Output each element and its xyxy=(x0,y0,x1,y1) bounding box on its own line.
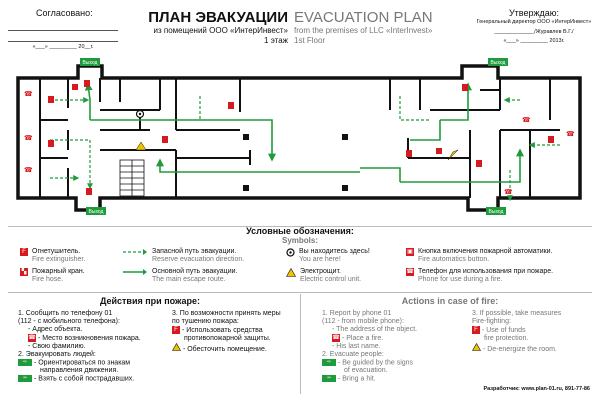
ru-step3e: - Обесточить помещение. xyxy=(182,345,267,353)
exit-sign-bottom-right xyxy=(486,207,506,215)
en-step1e: - His last name. xyxy=(332,342,381,350)
approved-block xyxy=(8,8,118,51)
ru-step3d: противопожарной защиты. xyxy=(184,334,271,342)
en-step3e-row xyxy=(472,343,596,354)
en-step3b: Fire-fighting: xyxy=(472,318,511,325)
approve-position: Генеральный директор ООО «ИнтерИнвест» xyxy=(476,19,592,25)
phone-icon: ☎ xyxy=(28,334,36,341)
en-step3e: - De-energize the room. xyxy=(482,345,557,353)
columns xyxy=(243,134,348,191)
phone-icon: ☎ xyxy=(406,268,414,275)
main-route-icon xyxy=(122,268,148,276)
extinguisher-icon: F xyxy=(20,248,28,256)
en-step2a: - Be guided by the signs xyxy=(337,359,414,367)
legend-title-ru: Условные обозначения: xyxy=(246,226,354,236)
en-step2a-row xyxy=(322,359,472,367)
phone-icon: ☎ xyxy=(332,334,340,341)
reserve-route-icon xyxy=(122,248,148,256)
exit-icon: ⇨ xyxy=(18,359,32,366)
legend-en: Fire hose. xyxy=(32,276,64,283)
en-step3: 3. If possible, take measures xyxy=(472,310,562,317)
ru-step1b: (112 - с мобильного телефона): xyxy=(18,318,120,325)
phone-icons xyxy=(24,90,575,196)
title-en-block xyxy=(294,10,464,46)
electric-icon xyxy=(172,343,181,351)
fire-hose-icon: ▚ xyxy=(21,269,27,275)
ru-step1d-row xyxy=(18,334,168,343)
phone-icon: ☎ xyxy=(522,116,531,124)
legend-en: Fire automatics button. xyxy=(418,256,490,263)
inner-walls xyxy=(40,78,560,198)
en-step1b: (112 - from mobile phone): xyxy=(322,318,404,325)
legend-ru: Вы находитесь здесь! xyxy=(299,248,370,255)
phone-icon: ☎ xyxy=(24,134,33,142)
en-step2: 2. Evacuate people: xyxy=(322,350,384,358)
approve-label: Утверждаю: xyxy=(508,8,560,18)
exit-door-icon: ⇦ xyxy=(322,375,336,382)
legend-ru: Электрощит. xyxy=(300,268,341,275)
subtitle-en: from the premises of LLC «InterInvest» xyxy=(294,26,433,35)
title-ru-block xyxy=(120,10,288,46)
ru-step1e: - Свою фамилию. xyxy=(28,342,86,350)
ru-step3b: по тушению пожара: xyxy=(172,318,239,325)
legend-item-main-route xyxy=(122,268,237,284)
floor-ru: 1 этаж xyxy=(264,36,288,45)
legend-en: Phone for use during a fire. xyxy=(418,276,503,283)
legend-item-fire-button xyxy=(406,248,553,264)
footer-developer: Разработчик: www.plan-01.ru, 891-77-86 xyxy=(483,386,590,392)
exit-sign-bottom-left xyxy=(86,207,106,215)
exit-sign-text: Выход xyxy=(88,209,104,215)
legend-ru: Кнопка включения пожарной автоматики. xyxy=(418,248,553,255)
actions-ru-col1 xyxy=(18,310,168,384)
en-step1c: - The address of the object. xyxy=(332,326,418,333)
legend-ru: Основной путь эвакуации. xyxy=(152,268,238,275)
en-step2b: of evacuation. xyxy=(344,367,388,375)
divider-vertical xyxy=(300,294,301,394)
ru-step3c: - Использовать средства xyxy=(181,326,263,334)
en-step1: 1. Report by phone 01 xyxy=(322,310,392,317)
en-step3c: - Use of funds xyxy=(481,326,526,334)
floor-en: 1st Floor xyxy=(294,36,326,45)
electric-icon xyxy=(472,343,481,351)
actions-en-title: Actions in case of fire: xyxy=(401,296,499,306)
title-en: EVACUATION PLAN xyxy=(294,9,433,26)
legend-en: Fire extinguisher. xyxy=(32,256,86,263)
legend-en: Electric control unit. xyxy=(300,276,362,283)
en-step1d: - Place a fire. xyxy=(341,334,384,342)
legend-ru: Огнетушитель. xyxy=(32,248,81,255)
legend-item-fire-hose xyxy=(20,268,85,284)
fire-button-icon: ▣ xyxy=(407,249,413,255)
exit-sign-text: Выход xyxy=(82,60,98,66)
ru-step2: 2. Эвакуировать людей: xyxy=(18,350,96,358)
phone-icon: ☎ xyxy=(504,188,513,196)
exit-sign-top-right xyxy=(488,58,508,66)
ru-step1d: - Место возникновения пожара. xyxy=(37,334,141,342)
ru-step2a: - Ориентироваться по знакам xyxy=(33,359,131,367)
walls xyxy=(18,66,580,210)
extinguisher-icon: F xyxy=(172,326,180,334)
you-are-here-icon xyxy=(286,248,295,257)
approve-name: _____________/Журавлев В.Г./ xyxy=(494,28,574,35)
actions-en-col2 xyxy=(472,310,596,354)
en-step3c-row xyxy=(472,326,596,335)
legend-en: The main escape route. xyxy=(152,276,226,283)
ru-step1: 1. Сообщить по телефону 01 xyxy=(18,310,113,317)
legend-title xyxy=(0,226,600,245)
main-escape-route xyxy=(88,84,520,182)
ru-step3c-row xyxy=(172,326,298,335)
legend-ru: Запасной путь эвакуации. xyxy=(152,248,237,255)
exit-sign-top-left xyxy=(80,58,100,66)
approved-sign-line xyxy=(8,20,118,31)
legend-ru: Телефон для использования при пожаре. xyxy=(418,268,554,275)
ru-step2a-row xyxy=(18,359,168,367)
legend-item-phone xyxy=(406,268,553,284)
legend-en: Reserve evacuation direction. xyxy=(152,256,245,263)
en-step3d: fire protection. xyxy=(484,334,529,342)
extinguisher-icon: F xyxy=(472,326,480,334)
legend-title-en: Symbols: xyxy=(281,236,318,245)
ru-step2c-row xyxy=(18,375,168,383)
approved-date: «___» _________ 20__г. xyxy=(32,44,94,50)
title-ru: ПЛАН ЭВАКУАЦИИ xyxy=(148,9,288,26)
phone-icon: ☎ xyxy=(566,130,575,138)
ru-step3e-row xyxy=(172,343,298,354)
subtitle-ru: из помещений ООО «ИнтерИнвест» xyxy=(153,26,288,35)
approved-sign-line-2 xyxy=(8,31,118,42)
you-are-here-marker xyxy=(137,111,144,118)
exit-icon: ⇨ xyxy=(322,359,336,366)
ru-step2b: направления движения. xyxy=(40,367,119,375)
legend-item-electric xyxy=(286,268,361,284)
exit-sign-text: Выход xyxy=(490,60,506,66)
actions-ru-title: Действия при пожаре: xyxy=(99,296,201,306)
floor-plan xyxy=(0,50,600,222)
exit-sign-text: Выход xyxy=(488,209,504,215)
actions-ru-col2 xyxy=(172,310,298,354)
stairs xyxy=(120,160,144,196)
phone-icon: ☎ xyxy=(24,90,33,98)
phone-icon: ☎ xyxy=(24,166,33,174)
ru-step3: 3. По возможности принять меры xyxy=(172,310,281,317)
divider-bottom xyxy=(8,292,592,293)
approve-date: «___» _________ 2013г. xyxy=(503,38,565,44)
legend-item-you-are-here xyxy=(286,248,370,264)
electric-icon xyxy=(286,268,296,277)
approved-label: Согласовано: xyxy=(36,8,93,18)
ru-step1c: - Адрес объекта. xyxy=(28,326,83,333)
actions-en-col1 xyxy=(322,310,472,384)
en-step2c: - Bring a hit. xyxy=(337,375,376,383)
legend-item-extinguisher xyxy=(20,248,85,264)
legend-en: You are here! xyxy=(299,256,341,263)
ru-step2c: - Взять с собой пострадавших. xyxy=(33,375,135,383)
fire-automatics-buttons xyxy=(72,84,442,154)
legend-item-reserve-route xyxy=(122,248,244,264)
en-step2c-row xyxy=(322,375,472,383)
approve-block xyxy=(474,8,594,45)
legend-ru: Пожарный кран. xyxy=(32,268,85,275)
exit-door-icon: ⇦ xyxy=(18,375,32,382)
en-step1d-row xyxy=(322,334,472,343)
